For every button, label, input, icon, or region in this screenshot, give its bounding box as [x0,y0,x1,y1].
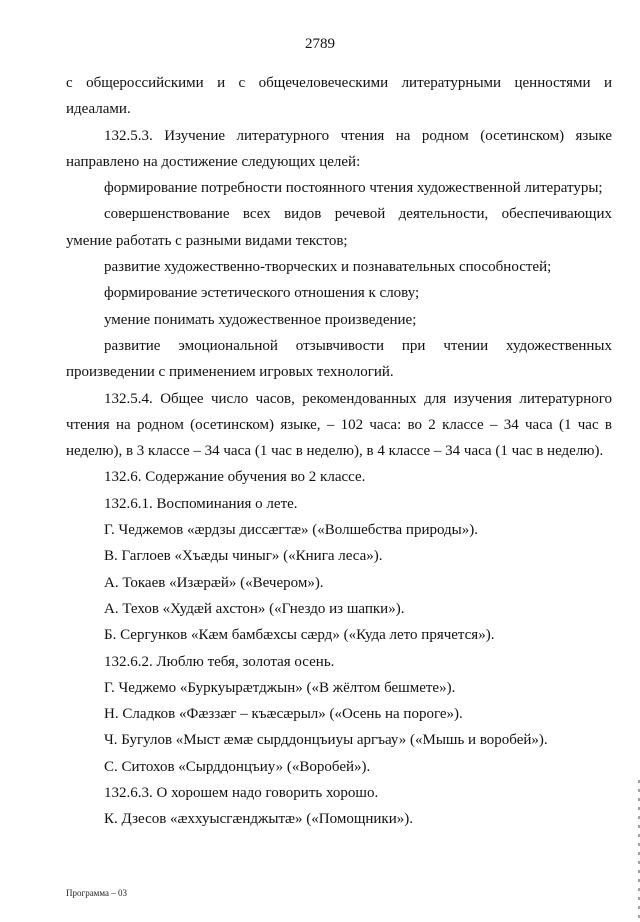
paragraph-goal: развитие эмоциональной отзывчивости при чтении художественных произведении с применением игровых технологий. [66,337,612,381]
paragraph-goal: формирование эстетического отношения к слову; [104,285,420,302]
paragraph-goal: развитие художественно-творческих и познавательных способностей; [104,259,552,276]
paragraph-section-132-5-4: 132.5.4. Общее число часов, рекомендованных для изучения литературного чтения на родном (осетинском) языке, – 102 часа: во 2 классе – 34 часа (1 час в неделю), в 3 классе – 34 часа (1 час в неделю), в 4 классе – 34 часа (1 час в неделю). [66,390,612,460]
page-footer: Программа – 03 [66,888,128,898]
paragraph-reading-item: А. Токаев «Изӕрӕй» («Вечером»). [104,574,324,591]
paragraph-goal: умение понимать художественное произведение; [104,311,417,328]
paragraph-section-132-6: 132.6. Содержание обучения во 2 классе. [104,469,366,486]
paragraph-reading-item: Г. Чеджемо «Буркуырӕтджын» («В жёлтом бешмете»). [104,679,456,696]
paragraph-section-132-6-1: 132.6.1. Воспоминания о лете. [104,495,298,512]
paragraph-reading-item: Г. Чеджемов «ӕрдзы диссӕгтӕ» («Волшебства природы»). [104,522,478,539]
paragraph-section-132-6-2: 132.6.2. Люблю тебя, золотая осень. [104,653,335,670]
paragraph-goal: совершенствование всех видов речевой деятельности, обеспечивающих умение работать с разными видами текстов; [66,206,612,249]
paragraph-continuation: с общероссийскими и с общечеловеческими литературными ценностями и идеалами. [66,75,612,118]
page-number: 2789 [305,36,335,52]
paragraph-reading-item: К. Дзесов «ӕххуысгӕнджытӕ» («Помощники»). [104,811,413,828]
paragraph-reading-item: Ч. Бугулов «Мыст ӕмӕ сырддонцъиуы аргъау» («Мышь и воробей»). [104,732,548,749]
paragraph-reading-item: В. Гаглоев «Хъӕды чиныг» («Книга леса»). [104,548,383,565]
paragraph-reading-item: Н. Сладков «Фӕззӕг – къӕсӕрыл» («Осень на пороге»). [104,706,463,723]
paragraph-reading-item: С. Ситохов «Сырддонцъиу» («Воробей»). [104,758,371,775]
paragraph-section-132-5-3: 132.5.3. Изучение литературного чтения на родном (осетинском) языке направлено на достижение следующих целей: [66,127,612,170]
paragraph-goal: формирование потребности постоянного чтения художественной литературы; [104,180,603,197]
paragraph-reading-item: Б. Сергунков «Кӕм бамбӕхсы сӕрд» («Куда лето прячется»). [104,627,495,644]
document-body [66,70,612,833]
paragraph-reading-item: А. Техов «Худӕй ахстон» («Гнездо из шапки»). [104,600,405,617]
paragraph-section-132-6-3: 132.6.3. О хорошем надо говорить хорошо. [104,785,379,802]
